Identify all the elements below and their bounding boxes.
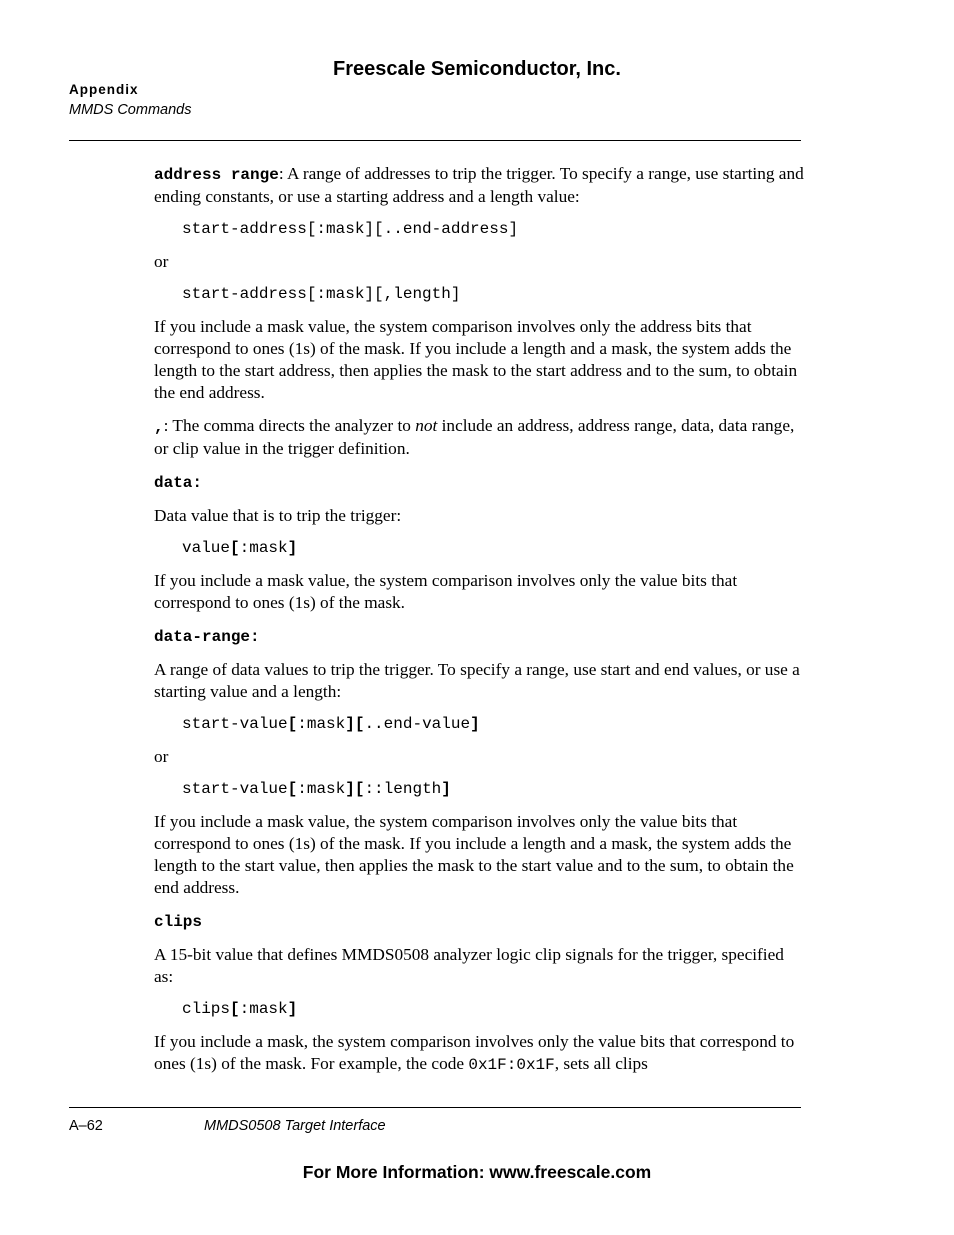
data-range-s2-bracket-1: [: [287, 780, 298, 798]
clips-syntax-word: clips: [182, 1000, 231, 1018]
data-range-s1-start: start-value: [182, 715, 288, 733]
address-range-desc: : A range of addresses to trip the trigger. To specify a range, use starting and ending constants, or use a starting address and a length value:: [154, 164, 804, 206]
address-mask-note: If you include a mask value, the system comparison involves only the address bits that correspond to ones (1s) of the mask. If you include a length and a mask, the system adds the length to the start address, then applies the mask to the start address and to the sum, to obtain the end address.: [154, 317, 798, 402]
address-range-syntax-2: start-address[:mask][,length]: [182, 285, 461, 303]
data-range-s2-start: start-value: [182, 780, 288, 798]
footer-rule: [69, 1107, 801, 1108]
data-syntax-close-bracket: ]: [287, 539, 298, 557]
data-range-s2-bracket-2: ][: [345, 780, 365, 798]
clips-heading: [154, 910, 804, 933]
comma-desc-pre: : The comma directs the analyzer to: [163, 416, 416, 435]
clips-note-code: 0x1F:0x1F: [468, 1056, 555, 1074]
clips-note-post: , sets all clips: [554, 1054, 648, 1073]
data-range-desc: A range of data values to trip the trigger. To specify a range, use start and end values, or use a starting value and a length:: [154, 660, 800, 701]
clips-desc: A 15-bit value that defines MMDS0508 analyzer logic clip signals for the trigger, specified as:: [154, 945, 784, 986]
clips-syntax: [182, 999, 804, 1020]
data-range-heading: [154, 625, 804, 648]
data-mask-note: If you include a mask value, the system comparison involves only the value bits that correspond to ones (1s) of the mask.: [154, 571, 738, 612]
data-range-s1-end: ..end-value: [364, 715, 471, 733]
data-range-mask-note: If you include a mask value, the system comparison involves only the value bits that correspond to ones (1s) of the mask. If you include a length and a mask, the system adds the length to the start value, then applies the mask to the start value and to the sum, to obtain the end address.: [154, 812, 794, 897]
or-text-2: or: [154, 747, 169, 766]
data-syntax: [182, 538, 804, 559]
data-syntax-mask: :mask: [239, 539, 288, 557]
data-range-s2-mask: :mask: [297, 780, 346, 798]
comma-desc-post: include an address, address range, data, data range, or clip value in the trigger definition.: [154, 416, 795, 458]
company-banner: Freescale Semiconductor, Inc.: [333, 58, 621, 80]
data-range-s2-length: ::length: [364, 780, 442, 798]
comma-term: ,: [154, 418, 164, 436]
address-range-paragraph: [154, 163, 804, 208]
data-syntax-value: value: [182, 539, 231, 557]
comma-desc-emphasis: not: [415, 416, 438, 435]
comma-paragraph: [154, 415, 804, 460]
data-range-syntax-1: [182, 714, 804, 735]
running-head: [69, 80, 191, 120]
data-range-term: data-range:: [154, 628, 260, 646]
address-range-term: address range: [154, 166, 279, 184]
address-range-syntax-1: start-address[:mask][..end-address]: [182, 220, 519, 238]
clips-term: clips: [154, 913, 203, 931]
or-text-1: or: [154, 252, 169, 271]
data-desc: Data value that is to trip the trigger:: [154, 506, 402, 525]
clips-syntax-close-bracket: ]: [287, 1000, 298, 1018]
footer-doc-title: MMDS0508 Target Interface: [204, 1118, 386, 1134]
clips-syntax-mask: :mask: [239, 1000, 288, 1018]
header-rule: [69, 140, 801, 141]
data-range-s1-bracket-3: ]: [470, 715, 480, 733]
page-body: [154, 163, 804, 1087]
clips-note-pre: If you include a mask, the system comparison involves only the value bits that correspond to ones (1s) of the mask. For example, the code: [154, 1032, 795, 1073]
data-range-syntax-2: [182, 779, 804, 800]
data-term: data:: [154, 474, 203, 492]
data-range-s1-bracket-1: [: [287, 715, 298, 733]
data-range-s1-bracket-2: ][: [345, 715, 365, 733]
page-number: A–62: [69, 1118, 103, 1134]
section-label: MMDS Commands: [69, 102, 192, 118]
data-syntax-open-bracket: [: [230, 539, 240, 557]
clips-note: [154, 1031, 804, 1076]
data-heading: [154, 471, 804, 494]
clips-syntax-open-bracket: [: [230, 1000, 240, 1018]
data-range-s1-mask: :mask: [297, 715, 346, 733]
chapter-label: Appendix: [69, 82, 139, 97]
data-range-s2-bracket-3: ]: [441, 780, 451, 798]
more-info-banner: For More Information: www.freescale.com: [302, 1162, 652, 1182]
